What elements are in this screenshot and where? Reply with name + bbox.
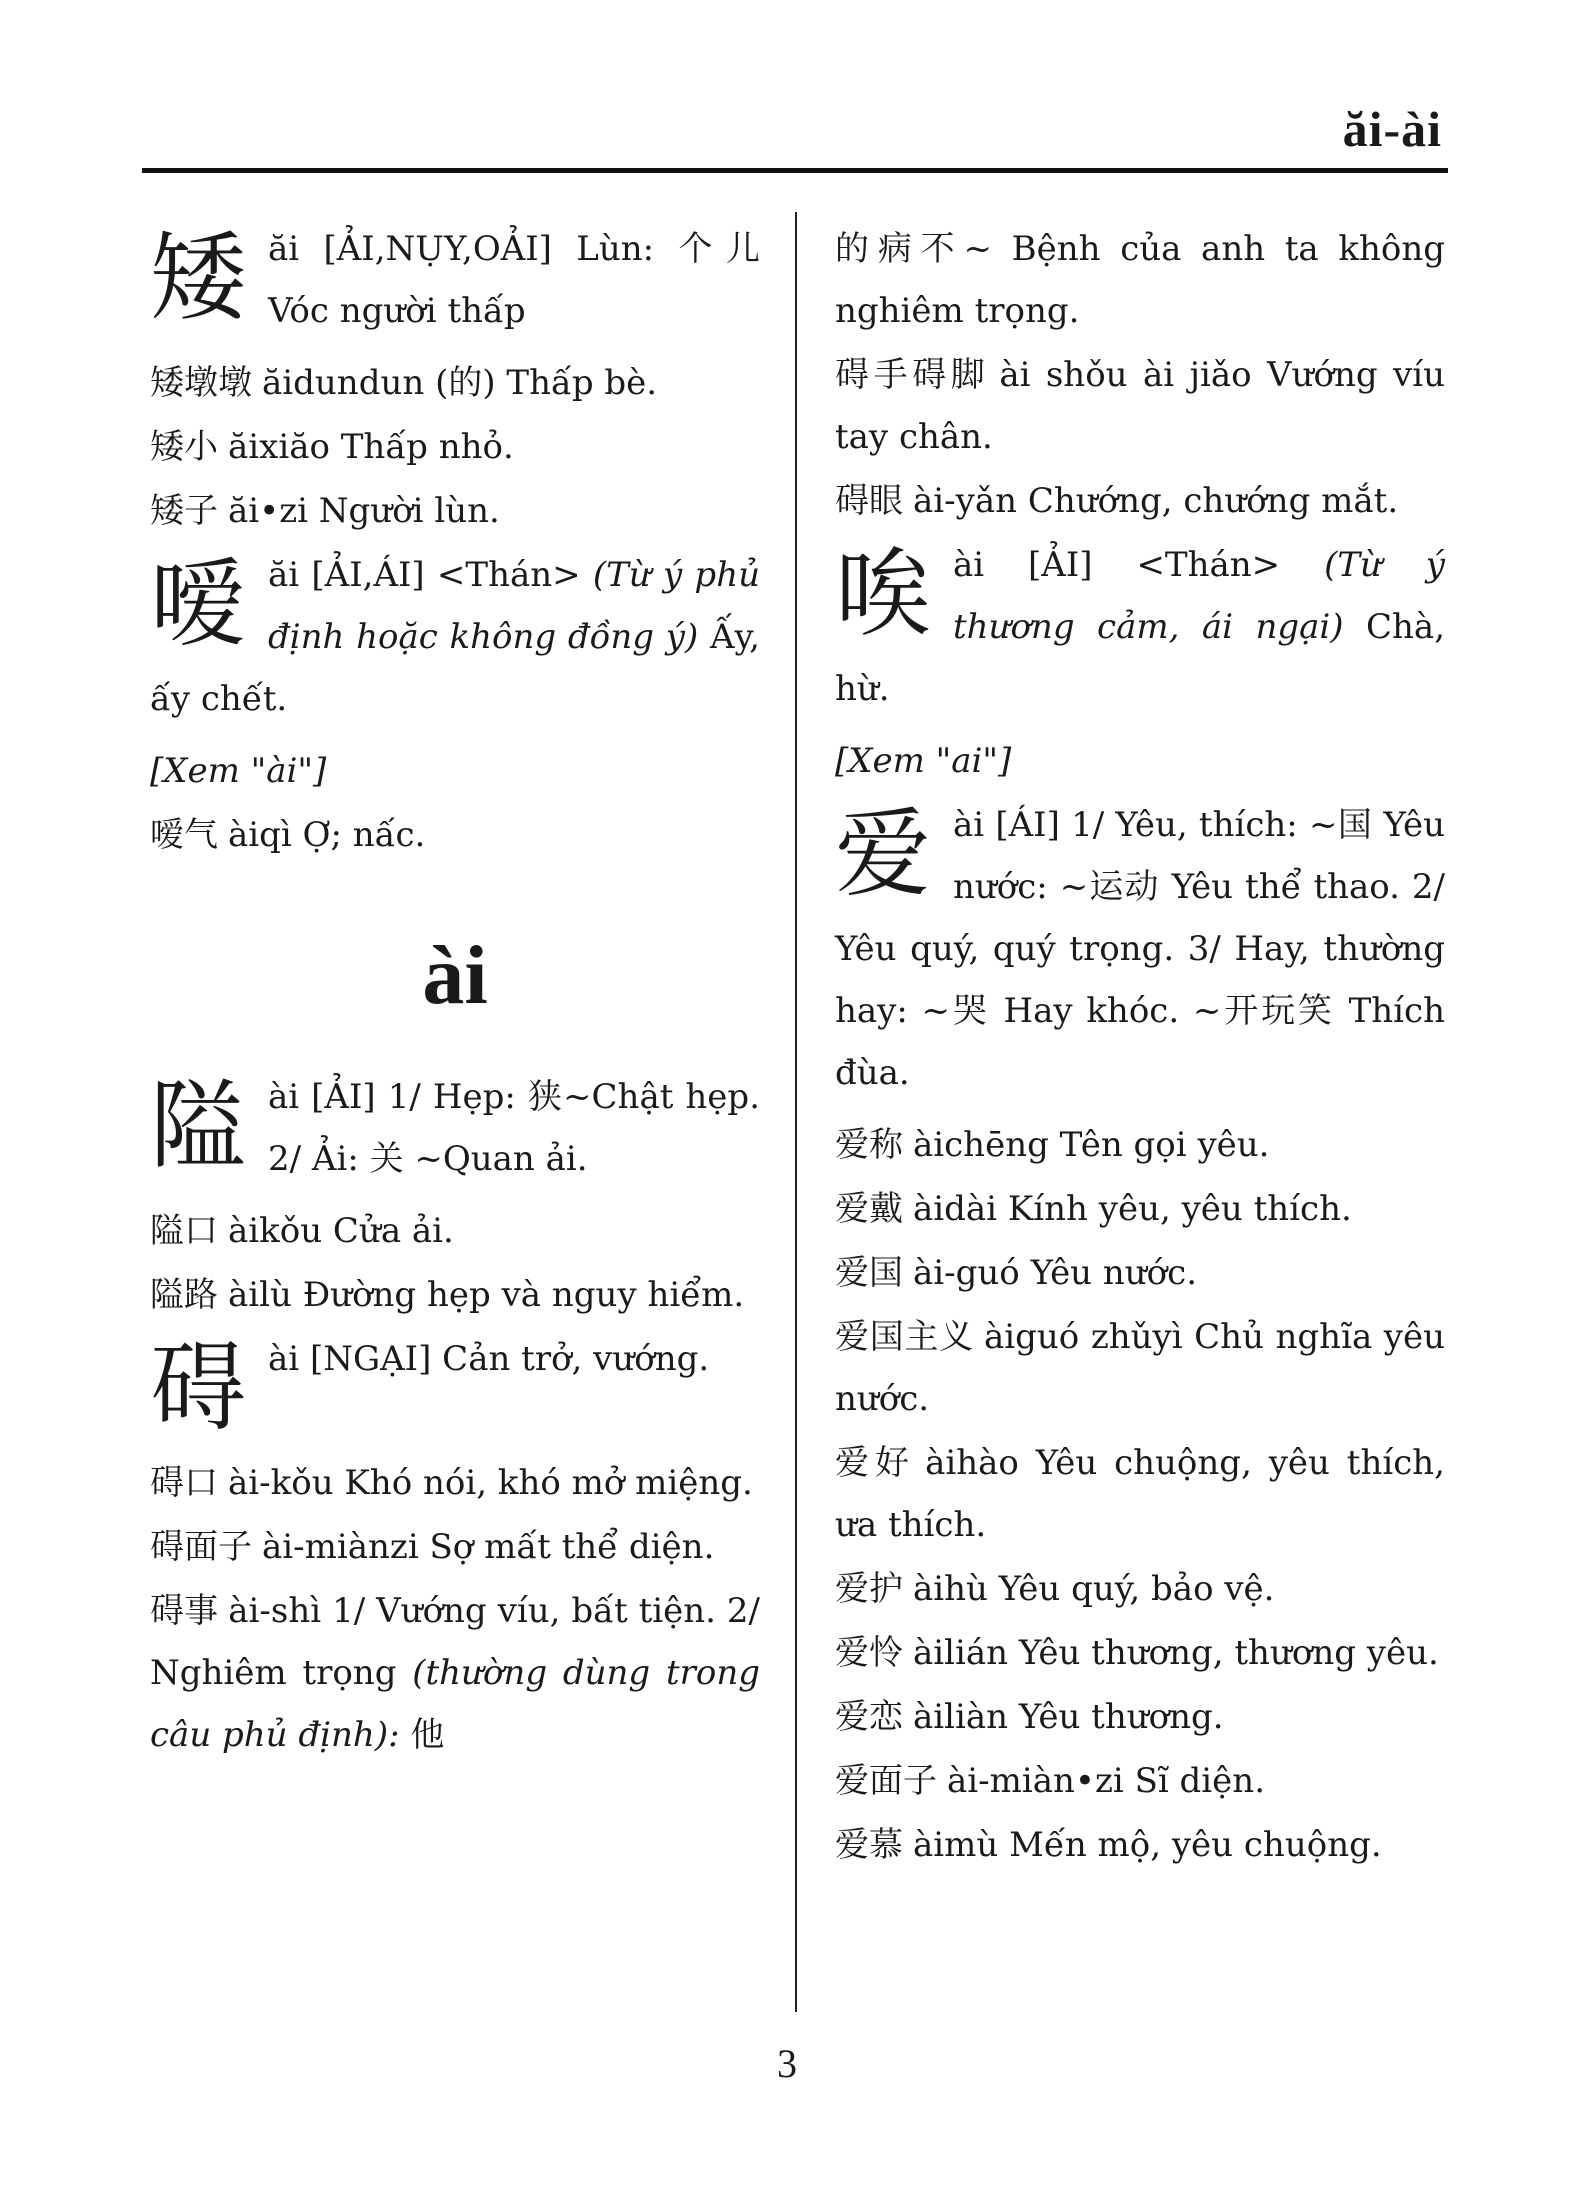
headword-char: 矮: [150, 222, 246, 334]
entry-ai-narrow: [150, 1066, 760, 1190]
page-number: 3: [777, 2041, 797, 2086]
compound-word: 爱面子: [835, 1761, 937, 1801]
sub-definition: àiguó zhǔyì Chủ nghĩa yêu nước.: [835, 1317, 1445, 1419]
sub-definition: ài shǒu ài jiǎo Vướng víu tay chân.: [835, 355, 1445, 457]
sub-entry: [150, 1452, 760, 1514]
sub-entry: [835, 1686, 1445, 1748]
headword-char: 唉: [835, 538, 931, 650]
entry-ai-interjection: [150, 544, 760, 730]
sub-definition: àilián Yêu thương, thương yêu.: [913, 1633, 1439, 1673]
headword-char: 嗳: [150, 548, 246, 660]
compound-word: 碍面子: [150, 1527, 252, 1567]
sub-definition: àiliàn Yêu thương.: [913, 1697, 1224, 1737]
sub-definition: ăi•zi Người lùn.: [228, 491, 500, 531]
entry-ai-sigh: [835, 534, 1445, 720]
headword-char: 碍: [150, 1332, 246, 1444]
compound-word: 碍口: [150, 1463, 218, 1503]
sub-entry: [835, 1558, 1445, 1620]
sub-entry: [835, 344, 1445, 468]
definition: ăi [ẢI,NỤY,OẢI] Lùn: 个儿 Vóc người thấp: [268, 229, 760, 331]
definition-gloss: Ấy, ấy chết.: [150, 617, 760, 719]
entry-ai-hinder: [150, 1328, 760, 1442]
compound-word: 碍眼: [835, 481, 903, 521]
compound-word: 碍手碍脚: [835, 355, 990, 395]
cross-reference: [Xem "ài"]: [150, 751, 327, 791]
sub-definition: àiqì Ợ; nấc.: [228, 815, 426, 855]
header-rule: [142, 168, 1448, 173]
entry-ai-love: [835, 794, 1445, 1104]
usage-note: (Từ ý phủ định hoặc không đồng ý): [268, 555, 760, 657]
compound-word: 爱称: [835, 1125, 903, 1165]
entry-ai-dwarf: [150, 218, 760, 342]
sub-definition: ài-miànzi Sợ mất thể diện.: [262, 1527, 715, 1567]
sub-entry: [835, 1622, 1445, 1684]
compound-word: 碍事: [150, 1591, 219, 1631]
sub-entry: [150, 416, 760, 478]
compound-word: 嗳气: [150, 815, 218, 855]
sub-definition: ài-shì 1/ Vướng víu, bất tiện. 2/ Nghiêm trọng: [150, 1591, 760, 1693]
cross-reference: [Xem "ai"]: [835, 741, 1012, 781]
sub-entry: [150, 804, 760, 866]
compound-word: 爱好: [835, 1443, 916, 1483]
definition-gloss: Chà, hừ.: [835, 607, 1446, 709]
compound-word: 爱怜: [835, 1633, 903, 1673]
sub-definition: àihào Yêu chuộng, yêu thích, ưa thích.: [835, 1443, 1445, 1545]
usage-note: (thường dùng trong câu phủ định):: [150, 1653, 760, 1755]
continued-text: 的病不~ Bệnh của anh ta không nghiêm trọng.: [835, 229, 1445, 331]
definition: ài [ẢI] 1/ Hẹp: 狭~Chật hẹp. 2/ Ải: 关 ~Quan ải.: [268, 1077, 760, 1179]
sub-definition: àikǒu Cửa ải.: [228, 1211, 454, 1251]
sub-definition: ài-miàn•zi Sĩ diện.: [947, 1761, 1266, 1801]
example-start: 他: [410, 1715, 445, 1755]
sub-definition: ài-guó Yêu nước.: [913, 1253, 1198, 1293]
sub-entry: [835, 1114, 1445, 1176]
sub-entry: [150, 352, 760, 414]
section-heading: ài: [422, 929, 488, 1022]
sub-definition: ăixiăo Thấp nhỏ.: [228, 427, 514, 467]
sub-definition: ài-yǎn Chướng, chướng mắt.: [913, 481, 1399, 521]
definition: ài [NGẠI] Cản trở, vướng.: [268, 1339, 710, 1379]
sub-entry: [835, 470, 1445, 532]
sub-entry: [835, 1432, 1445, 1556]
compound-word: 爱国: [835, 1253, 903, 1293]
left-column: [150, 218, 760, 1768]
headword-char: 隘: [150, 1070, 246, 1182]
sub-definition: ăidundun (的) Thấp bè.: [262, 363, 658, 403]
sub-definition: àichēng Tên gọi yêu.: [913, 1125, 1270, 1165]
compound-word: 矮墩墩: [150, 363, 252, 403]
compound-word: 矮小: [150, 427, 218, 467]
compound-word: 爱护: [835, 1569, 903, 1609]
compound-word: 爱恋: [835, 1697, 903, 1737]
column-divider: [795, 212, 797, 2012]
sub-entry: [835, 1306, 1445, 1430]
compound-word: 隘口: [150, 1211, 218, 1251]
right-column: [835, 218, 1445, 1878]
sub-entry: [150, 1516, 760, 1578]
sub-entry: [150, 1264, 760, 1326]
compound-word: 爱慕: [835, 1825, 903, 1865]
compound-word: 隘路: [150, 1275, 218, 1315]
sub-entry: [150, 1580, 760, 1766]
sub-definition: àidài Kính yêu, yêu thích.: [913, 1189, 1352, 1229]
definition: ài [ẢI] <Thán>: [953, 545, 1281, 585]
sub-definition: àihù Yêu quý, bảo vệ.: [913, 1569, 1275, 1609]
compound-word: 爱戴: [835, 1189, 903, 1229]
definition: ăi [ẢI,ÁI] <Thán>: [268, 555, 581, 595]
sub-definition: ài-kǒu Khó nói, khó mở miệng.: [228, 1463, 753, 1503]
sub-definition: àimù Mến mộ, yêu chuộng.: [913, 1825, 1382, 1865]
running-head: ăi-ài: [1342, 101, 1442, 157]
sub-entry: [150, 1200, 760, 1262]
usage-note: (Từ ý thương cảm, ái ngại): [953, 545, 1445, 647]
sub-entry: [835, 1242, 1445, 1304]
sub-entry: [150, 480, 760, 542]
sub-entry: [835, 1814, 1445, 1876]
definition: ài [ÁI] 1/ Yêu, thích: ~国 Yêu nước: ~运动 Yêu thể thao. 2/ Yêu quý, quý trọng. 3/ Hay, thường hay: ~哭 Hay khóc. ~开玩笑 Thích đùa.: [835, 805, 1445, 1093]
headword-char: 爱: [835, 798, 931, 910]
sub-entry: [835, 1750, 1445, 1812]
sub-definition: àilù Đường hẹp và nguy hiểm.: [228, 1275, 745, 1315]
compound-word: 爱国主义: [835, 1317, 974, 1357]
sub-entry: [835, 1178, 1445, 1240]
compound-word: 矮子: [150, 491, 218, 531]
